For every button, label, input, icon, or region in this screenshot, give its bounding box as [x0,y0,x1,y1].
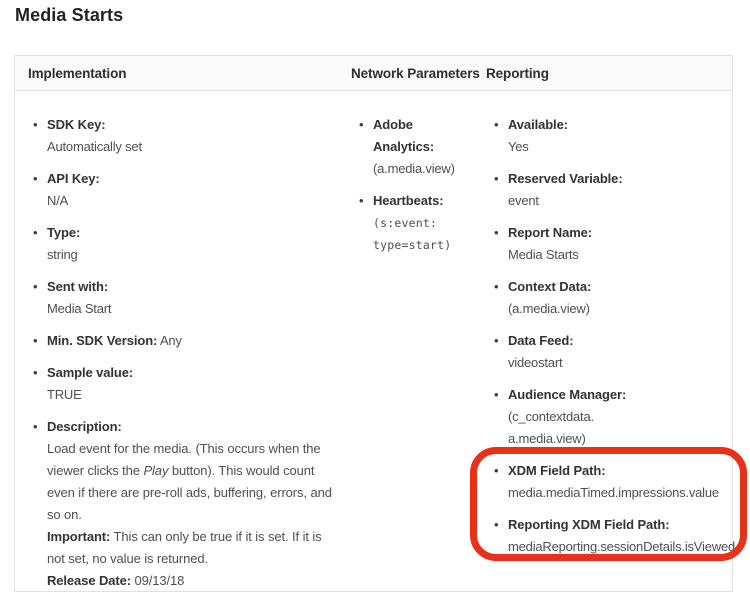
item-value: Automatically set [47,139,142,154]
list-item-context-data [494,276,735,320]
item-label: • Reporting XDM Field Path: [508,517,670,532]
list-item-xdm-field-path [494,460,735,504]
list-item-min-sdk-version [33,330,341,352]
description-text: button). This would count even if there are pre-roll ads, buffering, errors, and so on. [47,463,332,522]
item-value: (a.media.view) [508,301,590,316]
implementation-list [33,114,341,592]
list-item-audience-manager [494,384,735,450]
description-text: Load event for the media. (This occurs when the viewer clicks the [47,441,321,478]
list-item-adobe-analytics [359,114,486,180]
reference-table [14,55,736,592]
reporting-cell [486,114,739,602]
list-item-sample-value [33,362,341,406]
item-value: Media Start [47,301,112,316]
description-italic-play: Play [143,463,169,478]
item-value: Any [157,333,182,348]
item-value: event [508,193,539,208]
table-body-row [15,91,736,602]
item-value: (a.media.view) [373,161,455,176]
description-important [47,526,341,570]
item-value: videostart [508,355,563,370]
item-value: media.mediaTimed.impressions.value [508,485,719,500]
list-item-available [494,114,735,158]
description-release-date [47,570,341,592]
reporting-list [494,114,735,558]
item-value-code: (s:event: [373,216,438,230]
list-item-description [33,416,341,592]
list-item-reserved-variable [494,168,735,212]
item-label: • Audience Manager: [508,387,627,402]
list-item-sdk-key [33,114,341,158]
network-parameters-list [359,114,486,256]
important-label: Important: [47,529,111,544]
item-label: • Report Name: [508,225,593,240]
list-item-api-key [33,168,341,212]
item-label: • XDM Field Path: [508,463,606,478]
item-label: • Heartbeats: [373,193,444,208]
item-value: TRUE [47,387,82,402]
item-label: • Reserved Variable: [508,171,623,186]
list-item-sent-with [33,276,341,320]
item-value: a.media.view) [508,431,586,446]
item-label: • SDK Key: [47,117,106,132]
item-label: • Description: [47,419,122,434]
network-parameters-cell [351,114,486,602]
item-value-code: type=start) [373,238,452,252]
list-item-type [33,222,341,266]
item-value: Media Starts [508,247,579,262]
list-item-report-name [494,222,735,266]
item-label: • Type: [47,225,81,240]
item-value: mediaReporting.sessionDetails.isViewed [508,539,736,554]
release-date-label: Release Date: [47,573,131,588]
item-label: • API Key: [47,171,100,186]
column-header-implementation: Implementation [28,65,127,81]
item-label: Min. SDK Version: [47,333,158,348]
page-title: Media Starts [15,5,124,25]
list-item-data-feed [494,330,735,374]
list-item-heartbeats [359,190,486,256]
column-header-reporting: Reporting [486,65,549,81]
description-paragraph [47,438,341,526]
item-label: • Data Feed: [508,333,574,348]
implementation-cell [15,114,351,602]
item-label: • Available: [508,117,568,132]
item-label: • Context Data: [508,279,592,294]
item-label: • Sample value: [47,365,134,380]
important-text: This can only be true if it is set. If it is not set, no value is returned. [47,529,322,566]
item-value: (c_contextdata. [508,409,594,424]
item-label: • Sent with: [47,279,109,294]
item-label: • Adobe Analytics: [373,117,435,154]
table-header-row [15,56,732,91]
list-item-reporting-xdm-field-path [494,514,735,558]
item-value: string [47,247,78,262]
item-value: Yes [508,139,529,154]
column-header-network-parameters: Network Parameters [351,65,480,81]
item-value: N/A [47,193,69,208]
release-date-value: 09/13/18 [130,573,185,588]
